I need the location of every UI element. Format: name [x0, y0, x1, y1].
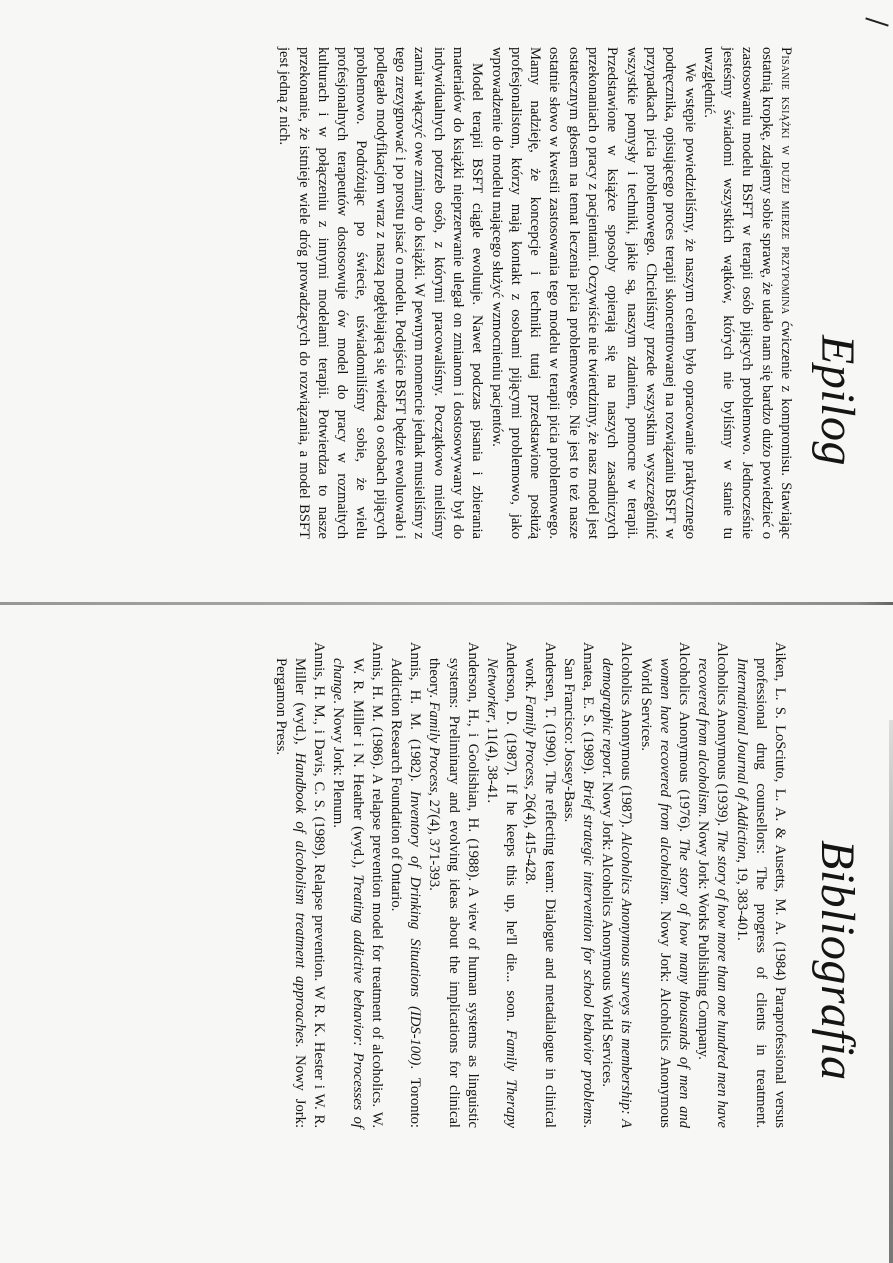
bibliography-title: Bibliografia	[811, 840, 864, 1081]
bibliography-list	[271, 642, 789, 1128]
entry-italic-title: Family Therapy Networker	[483, 658, 520, 1128]
entry-text-end: . Toronto: Addiction Research Foundation of Ontario.	[387, 658, 424, 1128]
entry-italic-title: The story of how many thousands of men and women have recovered from alcoholism	[656, 658, 692, 1128]
entry-italic-title: International Journal of Addiction	[733, 658, 750, 860]
entry-italic-title: The story of how more than one hundred men have recovered from alcoholism	[695, 658, 731, 1128]
epilog-lead-smallcaps: Pisanie książki w dużej mierze przypomina	[778, 47, 794, 315]
epilog-page	[0, 0, 893, 600]
bibliography-entry	[271, 642, 329, 1128]
entry-text: Annis, H. M., i Davis, C. S. (1989). Relapse prevention. W R. K. Hester i W. R. Miller (wyd.),	[291, 642, 328, 1128]
entry-text: Amatea, E. S. (1989).	[579, 642, 596, 780]
entry-text-end: . Nowy Jork: Pergamon Press.	[272, 658, 308, 1128]
entry-text-end: . Nowy Jork: Alcoholics Anonymous World Services.	[599, 774, 616, 1087]
entry-text-end: , 27(4), 371-393.	[426, 792, 443, 891]
bibliography-entry	[520, 642, 558, 1128]
book-gutter	[0, 602, 893, 605]
entry-italic-title: Family Process	[426, 701, 443, 793]
epilog-body	[274, 47, 795, 539]
bibliography-entry	[731, 642, 789, 1128]
entry-italic-title: Alcoholics Anonymous surveys its membership: A demographic report	[599, 658, 635, 1128]
bibliography-entry	[559, 642, 597, 1128]
entry-text-end: . Nowy Jork: Works Publishing Company.	[695, 813, 712, 1060]
bibliography-entry	[693, 642, 731, 1128]
entry-text-end: . San Francisco: Jossey-Bass.	[560, 658, 596, 1128]
bibliography-entry	[635, 642, 693, 1128]
entry-italic-title: Brief strategic intervention for school behavior problems	[579, 779, 596, 1125]
entry-text: Alcoholics Anonymous (1939).	[714, 642, 731, 830]
epilog-paragraph-3: Model terapii BSFT ciągle ewoluuje. Nawet podczas pisania i zbierania materiałów do książki nieprzerwanie ulegał on zmianom i dostosowywany był do indywidualnych potrzeb osób, z którymi pracowaliśmy. Początkowo mieliśmy zamiar włączyć owe zmiany do książki. W pewnym momencie jednak musieliśmy z tego zrezygnować i po prostu pisać o modelu. Podejście BSFT będzie ewoluowało i podlegało modyfikacjom wraz z naszą pogłębiającą się wiedzą o osobach pijących problemowo. Podróżując po świecie, uświadomiliśmy sobie, że wielu profesjonalnych terapeutów dostosowuje ów model do pracy w rozmaitych kulturach i w połączeniu z innymi modelami terapii. Potwierdza to nasze przekonanie, że istnieje wiele dróg prowadzących do rozwiązania, a model BSFT jest jedną z nich.	[276, 47, 486, 539]
bibliography-entry	[597, 642, 635, 1128]
entry-text-end: , 26(4), 415-428.	[522, 785, 539, 885]
entry-italic-title: Inventory of Drinking Situations (IDS-100)	[407, 790, 424, 1066]
epilog-paragraph-1-text: ćwiczenie z kompromisu. Stawiając ostatnią kropkę, zdajemy sobie sprawę, że udało nam się bardzo dużo powiedzieć o zastosowaniu modelu BSFT w terapii osób pijących problemowo. Jednocześnie jesteśmy świadomi wszystkich wątków, których nie byliśmy w stanie tu uwzględnić.	[700, 47, 794, 539]
pen-mark	[865, 17, 888, 26]
bibliography-entry	[328, 642, 386, 1128]
entry-text-end: . Nowy Jork: Plenum.	[330, 700, 347, 828]
entry-text: Annis, H. M. (1982).	[407, 642, 424, 791]
entry-text-end: , 19, 383-401.	[733, 859, 750, 941]
entry-text: Anderson, H., i Goolishian, H. (1988). A view of human systems as linguistic systems: Preliminary and evolving ideas about the implications for clinical theory.	[426, 642, 481, 1128]
epilog-paragraph-1	[699, 47, 795, 539]
bibliography-page	[0, 620, 893, 1263]
entry-text: Alcoholics Anonymous (1976).	[675, 642, 692, 839]
epilog-title: Epilog	[811, 335, 864, 466]
bibliography-entry	[424, 642, 482, 1128]
bibliography-entry	[482, 642, 520, 1128]
entry-text: Alcoholics Anonymous (1987).	[618, 642, 635, 833]
entry-text: Anderson, D. (1987). If he keeps this up, he'll die... soon.	[503, 642, 520, 1030]
entry-text: Andersen, T. (1990). The reflecting team: Dialogue and metadialogue in clinical work.	[522, 642, 558, 1128]
epilog-paragraph-2: We wstępie powiedzieliśmy, że naszym celem było opracowanie praktycznego podręcznika, opisującego proces terapii skoncentrowanej na rozwiązaniu BSFT w przypadkach picia problemowego. Chcieliśmy przede wszystkim wyszczególnić wszystkie pomysły i techniki, jakie są, naszym zdaniem, pomocne w terapii. Przedstawione w książce sposoby opierają się na naszych zasadniczych przekonaniach o pracy z pacjentami. Oczywiście nie twierdzimy, że nasz model jest ostatecznym głosem na temat leczenia picia problemowego. Nie jest to też nasze ostatnie słowo w kwestii zastosowania tego modelu w terapii picia problemowego. Mamy nadzieję, że koncepcje i techniki tutaj przedstawione posłużą profesjonalistom, którzy mają kontakt z osobami pijącymi problemowo, jako wprowadzenie do modelu mającego służyć wzmocnieniu pacjentów.	[488, 47, 698, 539]
entry-text: Aiken, L. S. LoSciuto, L. A. & Ausetts, M. A. (1984) Paraprofessional versus professional drug counsellors: The progress of clients in treatment.	[752, 642, 788, 1128]
entry-text-end: , 11(4), 38-41.	[483, 719, 500, 803]
entry-italic-title: Treating addictive behavior: Processes of change	[330, 658, 366, 1128]
bibliography-entry	[386, 642, 424, 1128]
entry-italic-title: Family Process	[522, 695, 539, 786]
entry-italic-title: Handbook of alcoholism treatment approaches	[291, 752, 308, 1044]
entry-text-end: . Nowy Jork: Alcoholics Anonymous World Services.	[637, 658, 673, 1128]
entry-text: Annis, H. M. (1986). A relapse prevention model for treatment of alcoholics. W. W. R. Miller i N. Heather (wyd.),	[349, 642, 385, 1128]
